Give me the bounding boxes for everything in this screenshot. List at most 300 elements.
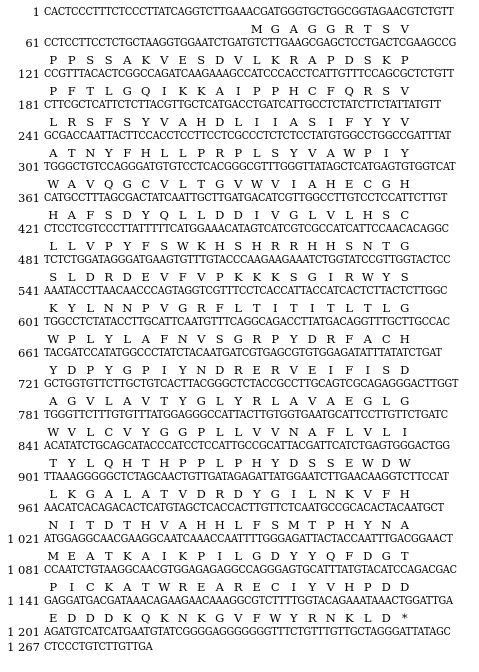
amino-acid-residue: G <box>122 177 132 191</box>
amino-acid-residue: V <box>160 518 169 532</box>
amino-acid-residue: K <box>270 53 280 67</box>
amino-acid-residue: K <box>344 487 354 501</box>
amino-acid-residue: E <box>345 177 354 191</box>
amino-acid-residue: N <box>85 146 96 160</box>
amino-acid-residue: S <box>86 115 95 129</box>
amino-acid-residue: F <box>345 332 354 346</box>
amino-acid-residue: V <box>400 115 409 129</box>
amino-acid-residue: N <box>288 425 299 439</box>
amino-acid-residue: S <box>363 53 372 67</box>
amino-acid-residue: S <box>104 208 113 222</box>
amino-acid-residue: L <box>345 208 354 222</box>
amino-acid-residue: F <box>382 487 391 501</box>
line-number: 61 <box>25 36 40 50</box>
amino-acid-residue: H <box>140 518 151 532</box>
amino-acid-residue: I <box>69 518 75 532</box>
amino-acid-residue: S <box>215 332 224 346</box>
amino-acid-residue: W <box>176 239 189 253</box>
amino-acid-residue: Q <box>159 208 169 222</box>
amino-acid-residue: S <box>271 146 280 160</box>
sequence-block <box>0 221 479 255</box>
amino-acid-residue: S <box>382 363 391 377</box>
amino-acid-residue: T <box>86 518 95 532</box>
amino-acid-residue: V <box>271 208 280 222</box>
line-number: 721 <box>18 377 40 391</box>
amino-acid-residue: I <box>254 115 260 129</box>
amino-acid-residue: V <box>197 332 206 346</box>
amino-acid-residue: R <box>363 84 373 98</box>
amino-acid-residue: I <box>69 580 75 594</box>
amino-acid-residue: A <box>326 394 335 408</box>
amino-acid-residue: L <box>215 456 224 470</box>
amino-acid-residue: A <box>326 146 335 160</box>
nucleotide-line: CTCCTCGTCCCTTATTTTTCATGGAAACATAGTCATCGTCGCCATCATTCCAACACAGGC <box>44 222 449 235</box>
amino-acid-residue: I <box>161 84 167 98</box>
amino-acid-residue: T <box>123 518 132 532</box>
amino-acid-residue: I <box>291 177 297 191</box>
amino-acid-residue: A <box>123 53 132 67</box>
line-number: 781 <box>18 408 40 422</box>
line-number: 541 <box>18 284 40 298</box>
amino-acid-residue: L <box>67 239 76 253</box>
amino-acid-residue: A <box>141 549 150 563</box>
amino-acid-residue: I <box>161 363 167 377</box>
amino-acid-residue: Y <box>49 363 58 377</box>
amino-acid-residue: G <box>178 425 188 439</box>
amino-acid-residue: V <box>308 146 317 160</box>
nucleotide-line: CCAATCTGTAAGGCAACGTGGAGAGAGGCCAGGGAGTGCATTTATGTACATCCAGACGAC <box>44 563 457 576</box>
amino-acid-residue: P <box>326 53 335 67</box>
amino-acid-residue: C <box>381 332 391 346</box>
amino-acid-residue: K <box>122 611 132 625</box>
amino-acid-residue: H <box>325 239 336 253</box>
amino-acid-residue: L <box>234 115 243 129</box>
amino-acid-residue: D <box>122 270 132 284</box>
amino-acid-residue: G <box>196 394 206 408</box>
amino-acid-residue: A <box>215 84 224 98</box>
amino-acid-residue: D <box>381 456 391 470</box>
amino-acid-residue: R <box>344 22 354 36</box>
amino-acid-residue: H <box>48 208 59 222</box>
amino-acid-residue: T <box>160 394 169 408</box>
amino-acid-residue: Y <box>123 239 132 253</box>
amino-acid-residue: A <box>49 394 58 408</box>
amino-acid-residue: R <box>326 332 336 346</box>
amino-acid-residue: Y <box>400 146 409 160</box>
amino-acid-residue: A <box>400 518 409 532</box>
amino-acid-residue: F <box>326 84 335 98</box>
amino-acid-residue: P <box>104 239 113 253</box>
line-number: 1 201 <box>7 625 40 639</box>
amino-acid-residue: R <box>196 301 206 315</box>
amino-acid-residue: S <box>104 53 113 67</box>
amino-acid-residue: S <box>197 53 206 67</box>
amino-acid-residue: L <box>252 146 261 160</box>
amino-acid-residue: Y <box>289 146 298 160</box>
amino-acid-residue: T <box>363 22 372 36</box>
amino-acid-residue: V <box>160 177 169 191</box>
amino-acid-residue: R <box>252 332 262 346</box>
amino-acid-residue: H <box>325 177 336 191</box>
amino-acid-residue: T <box>160 487 169 501</box>
amino-acid-residue: Y <box>67 456 76 470</box>
amino-acid-residue: V <box>86 394 95 408</box>
sequence-block <box>0 159 479 193</box>
amino-acid-residue: S <box>382 22 391 36</box>
amino-acid-residue: L <box>67 270 76 284</box>
amino-acid-residue: R <box>289 239 299 253</box>
amino-acid-residue: S <box>400 270 409 284</box>
line-number: 1 021 <box>7 532 40 546</box>
amino-acid-residue: Q <box>104 456 114 470</box>
sequence-block <box>0 345 479 379</box>
amino-acid-residue: R <box>233 363 243 377</box>
amino-acid-residue: P <box>197 456 206 470</box>
amino-acid-residue: L <box>308 208 317 222</box>
amino-acid-residue: Y <box>271 456 280 470</box>
amino-acid-residue: F <box>160 332 169 346</box>
nucleotide-line: CCGTTTACACTCGGCCAGATCAAGAAAGCCATCCCACCTCATTGTTTCCAGCGCTCTGTT <box>44 67 454 80</box>
amino-acid-residue: Q <box>344 84 354 98</box>
amino-acid-residue: G <box>67 394 77 408</box>
amino-acid-residue: I <box>365 363 371 377</box>
nucleotide-line: TTAAAGGGGGCTCTAGCAACTGTTGATAGAGATTATGGAATCTTGAACAAGGTCTTCCAT <box>44 470 449 483</box>
amino-acid-residue: T <box>382 239 391 253</box>
amino-acid-residue: L <box>252 53 261 67</box>
amino-acid-residue: R <box>344 270 354 284</box>
line-number: 301 <box>18 160 40 174</box>
amino-acid-residue: V <box>234 53 243 67</box>
amino-acid-residue: L <box>197 208 206 222</box>
amino-acid-residue: W <box>398 456 411 470</box>
nucleotide-line: GCGACCAATTACTTCCACCTCCTTCCTCGCCCTCTCTCCTATGTGGCCTGGCCGATTTAT <box>44 129 452 142</box>
amino-acid-residue: V <box>308 394 317 408</box>
amino-acid-residue: P <box>271 84 280 98</box>
amino-acid-residue: V <box>86 239 95 253</box>
amino-acid-residue: I <box>291 580 297 594</box>
amino-acid-residue: M <box>287 518 300 532</box>
amino-acid-residue: T <box>104 549 113 563</box>
amino-acid-residue: T <box>308 518 317 532</box>
amino-acid-residue: D <box>104 518 114 532</box>
amino-acid-residue: L <box>86 301 95 315</box>
amino-acid-residue: S <box>234 239 243 253</box>
amino-acid-residue: D <box>363 549 373 563</box>
amino-acid-residue: D <box>67 611 77 625</box>
sequence-block <box>0 128 479 162</box>
amino-acid-residue: R <box>270 239 280 253</box>
amino-acid-residue: K <box>270 270 280 284</box>
amino-acid-residue: T <box>49 456 58 470</box>
line-number: 1 141 <box>7 594 40 608</box>
amino-acid-residue: H <box>399 332 410 346</box>
nucleotide-line: AGATGTCATCATGAATGTATCGGGGAGGGGGGGTTTCTGTTTGTTGCTAGGGATTATAGC <box>44 625 451 638</box>
amino-acid-residue: G <box>363 394 373 408</box>
amino-acid-residue: A <box>123 580 132 594</box>
amino-acid-residue: V <box>141 394 150 408</box>
amino-acid-residue: W <box>47 177 60 191</box>
amino-acid-residue: T <box>400 549 409 563</box>
amino-acid-residue: Y <box>141 208 150 222</box>
amino-acid-residue: L <box>178 177 187 191</box>
amino-acid-residue: C <box>85 580 95 594</box>
amino-acid-residue: P <box>67 53 76 67</box>
amino-acid-residue: V <box>363 487 372 501</box>
amino-acid-residue: Y <box>104 332 113 346</box>
nucleotide-line: CTCCCTGTCTTGTTGA <box>44 640 153 653</box>
amino-acid-residue: F <box>252 518 261 532</box>
amino-acid-residue: P <box>197 146 206 160</box>
amino-acid-residue: P <box>197 425 206 439</box>
amino-acid-residue: G <box>122 84 132 98</box>
amino-acid-residue: H <box>251 456 262 470</box>
amino-acid-residue: P <box>49 84 58 98</box>
line-number: 1 <box>32 5 40 19</box>
amino-acid-residue: V <box>271 425 280 439</box>
amino-acid-residue: I <box>328 115 334 129</box>
sequence-block <box>0 562 479 596</box>
nucleotide-line: CACTCCCTTTCTCCCTTATCAGGTCTTGAAACGATGGGTGCTGGCGGTAGAACGTCTGTT <box>44 5 454 18</box>
amino-acid-residue: W <box>158 580 171 594</box>
amino-acid-residue: R <box>252 394 262 408</box>
amino-acid-residue: A <box>178 518 187 532</box>
amino-acid-residue: N <box>177 332 188 346</box>
amino-acid-residue: M <box>250 22 263 36</box>
amino-acid-residue: E <box>252 580 261 594</box>
amino-acid-residue: G <box>381 549 391 563</box>
amino-acid-residue: T <box>363 301 372 315</box>
amino-acid-residue: K <box>233 270 243 284</box>
amino-acid-residue: E <box>67 549 76 563</box>
amino-acid-residue: F <box>326 425 335 439</box>
amino-acid-residue: P <box>141 363 150 377</box>
amino-acid-residue: G <box>270 22 280 36</box>
amino-acid-residue: H <box>288 84 299 98</box>
sequence-block <box>0 283 479 317</box>
amino-acid-residue: E <box>345 394 354 408</box>
amino-acid-residue: H <box>214 518 225 532</box>
amino-acid-residue: G <box>326 22 336 36</box>
amino-acid-residue: C <box>270 580 280 594</box>
amino-acid-residue: V <box>326 580 335 594</box>
amino-acid-residue: L <box>382 394 391 408</box>
line-number: 361 <box>18 191 40 205</box>
amino-acid-residue: N <box>196 363 207 377</box>
amino-acid-residue: G <box>307 22 317 36</box>
amino-acid-residue: P <box>49 580 58 594</box>
amino-acid-residue: V <box>363 425 372 439</box>
amino-acid-residue: Y <box>363 115 372 129</box>
amino-acid-residue: P <box>234 146 243 160</box>
amino-acid-residue: R <box>67 115 77 129</box>
amino-acid-residue: R <box>215 146 225 160</box>
line-number: 181 <box>18 98 40 112</box>
amino-acid-residue: S <box>382 208 391 222</box>
amino-acid-residue: R <box>307 611 317 625</box>
amino-acid-residue: L <box>382 301 391 315</box>
amino-acid-residue: H <box>251 239 262 253</box>
amino-acid-residue: H <box>307 239 318 253</box>
amino-acid-residue: P <box>86 363 95 377</box>
amino-acid-residue: D <box>289 456 299 470</box>
amino-acid-residue: Y <box>382 115 391 129</box>
line-number: 661 <box>18 346 40 360</box>
amino-acid-residue: I <box>328 270 334 284</box>
amino-acid-residue: Y <box>67 301 76 315</box>
amino-acid-residue: P <box>252 84 261 98</box>
amino-acid-residue: N <box>122 301 133 315</box>
line-number: 241 <box>18 129 40 143</box>
amino-acid-residue: K <box>196 239 206 253</box>
sequence-block <box>0 314 479 348</box>
amino-acid-residue: L <box>178 208 187 222</box>
amino-acid-residue: F <box>345 115 354 129</box>
amino-acid-residue: A <box>104 487 113 501</box>
line-number: 481 <box>18 253 40 267</box>
amino-acid-residue: A <box>86 549 95 563</box>
amino-acid-residue: S <box>86 53 95 67</box>
nucleotide-line: CATGCCTTTAGCGACTATCAATTGCTTGATGACATCGTTGGCCTTGTCCTCCATTCTTGT <box>44 191 448 204</box>
amino-acid-residue: Y <box>234 394 243 408</box>
amino-acid-residue: T <box>141 580 150 594</box>
nucleotide-line: CTTCGCTCATTCTCTTACGTTGCTCATGACCTGATCATTGCCTCTATCTTCTATTATGTT <box>44 98 441 111</box>
amino-acid-residue: F <box>86 208 95 222</box>
amino-acid-residue: K <box>196 611 206 625</box>
amino-acid-residue: L <box>234 518 243 532</box>
amino-acid-residue: Q <box>326 549 336 563</box>
amino-acid-residue: H <box>344 518 355 532</box>
amino-acid-residue: G <box>85 487 95 501</box>
line-number: 421 <box>18 222 40 236</box>
amino-acid-residue: L <box>123 487 132 501</box>
amino-acid-residue: G <box>307 270 317 284</box>
amino-acid-residue: I <box>254 208 260 222</box>
amino-acid-residue: E <box>141 270 150 284</box>
amino-acid-residue: G <box>381 177 391 191</box>
amino-acid-residue: H <box>399 487 410 501</box>
amino-acid-residue: K <box>159 611 169 625</box>
amino-acid-residue: V <box>234 177 243 191</box>
amino-acid-residue: L <box>234 425 243 439</box>
sequence-block <box>0 438 479 472</box>
amino-acid-residue: V <box>160 53 169 67</box>
amino-acid-residue: D <box>270 549 280 563</box>
amino-acid-residue: D <box>196 487 206 501</box>
amino-acid-residue: I <box>235 84 241 98</box>
amino-acid-residue: R <box>233 580 243 594</box>
nucleotide-line: TCTCTGGATAGGGATGAAGTGTTTGTACCCAAGAAGAAATCTGGTATCCGTTGGTACTCC <box>44 253 451 266</box>
amino-acid-residue: A <box>289 115 298 129</box>
amino-acid-residue: A <box>141 332 150 346</box>
amino-acid-residue: G <box>400 394 410 408</box>
amino-acid-residue: A <box>123 394 132 408</box>
amino-acid-residue: D <box>307 332 317 346</box>
amino-acid-residue: D <box>381 611 391 625</box>
amino-acid-residue: V <box>289 363 298 377</box>
amino-acid-residue: K <box>141 53 151 67</box>
amino-acid-residue: W <box>250 177 263 191</box>
line-number: 1 081 <box>7 563 40 577</box>
amino-acid-residue: F <box>215 301 224 315</box>
amino-acid-residue: E <box>178 53 187 67</box>
amino-acid-residue: T <box>289 301 298 315</box>
amino-acid-residue: D <box>400 363 410 377</box>
amino-acid-residue: K <box>178 84 188 98</box>
amino-acid-residue: C <box>141 177 151 191</box>
amino-acid-residue: P <box>234 456 243 470</box>
amino-acid-residue: S <box>49 270 58 284</box>
amino-acid-residue: S <box>382 84 391 98</box>
amino-acid-residue: E <box>308 363 317 377</box>
sequence-block <box>0 624 479 640</box>
amino-acid-residue: V <box>178 487 187 501</box>
amino-acid-residue: N <box>362 239 373 253</box>
amino-acid-residue: F <box>67 84 76 98</box>
amino-acid-residue: K <box>196 84 206 98</box>
amino-acid-residue: F <box>252 611 261 625</box>
amino-acid-residue: L <box>363 611 372 625</box>
amino-acid-residue: N <box>381 518 392 532</box>
amino-acid-residue: D <box>85 611 95 625</box>
amino-acid-residue: L <box>345 301 354 315</box>
amino-acid-residue: L <box>104 84 113 98</box>
amino-acid-residue: G <box>400 301 410 315</box>
amino-acid-residue: Y <box>252 487 261 501</box>
amino-acid-residue: R <box>289 53 299 67</box>
amino-acid-residue: Y <box>141 115 150 129</box>
amino-acid-residue: P <box>67 332 76 346</box>
amino-acid-residue: L <box>86 425 95 439</box>
amino-acid-residue: T <box>326 301 335 315</box>
amino-acid-residue: G <box>400 239 410 253</box>
line-number: 601 <box>18 315 40 329</box>
amino-acid-residue: L <box>104 394 113 408</box>
amino-acid-residue: Y <box>178 363 187 377</box>
amino-acid-residue: D <box>344 53 354 67</box>
amino-acid-residue: M <box>47 549 60 563</box>
amino-acid-residue: G <box>122 363 132 377</box>
nucleotide-line: TGGGTTCTTTGTGTTTATGGAGGGCCATTACTTGTGGTGAATGCATTCCTTGTTCTGATC <box>44 408 448 421</box>
amino-acid-residue: A <box>308 425 317 439</box>
sequence-block <box>0 376 479 410</box>
amino-acid-residue: V <box>160 115 169 129</box>
amino-acid-residue: S <box>271 518 280 532</box>
amino-acid-residue: W <box>269 611 282 625</box>
amino-acid-residue: P <box>400 53 409 67</box>
nucleotide-line: AAATACCTTAACAACCCAGTAGGTCGTTTCCTCACCATTACCATCACTCTTACTCTTGGC <box>44 284 448 297</box>
sequence-block <box>0 531 479 565</box>
amino-acid-residue: I <box>161 549 167 563</box>
amino-acid-residue: W <box>47 332 60 346</box>
nucleotide-line: ATGGAGGCAACGAAGGCAATCAAACCAATTTTGGGAGATTACTACCAATTTGACGGAACT <box>44 532 453 545</box>
amino-acid-residue: A <box>308 53 317 67</box>
amino-acid-residue: A <box>49 146 58 160</box>
amino-acid-residue: H <box>214 239 225 253</box>
amino-acid-residue: E <box>49 611 58 625</box>
amino-acid-residue: D <box>104 611 114 625</box>
amino-acid-residue: N <box>103 301 114 315</box>
amino-acid-residue: G <box>178 301 188 315</box>
amino-acid-residue: W <box>361 456 374 470</box>
amino-acid-residue: H <box>344 580 355 594</box>
amino-acid-residue: R <box>215 487 225 501</box>
nucleotide-line: TGGGCTGTCCAGGGATGTGTCCTCACGGGCGTTTGGGTTATAGCTCATGAGTGTGGTCAT <box>44 160 456 173</box>
amino-acid-residue: A <box>308 177 317 191</box>
amino-acid-residue: S <box>308 115 317 129</box>
amino-acid-residue: Y <box>141 425 150 439</box>
amino-acid-residue: A <box>363 332 372 346</box>
amino-acid-residue: R <box>270 363 280 377</box>
